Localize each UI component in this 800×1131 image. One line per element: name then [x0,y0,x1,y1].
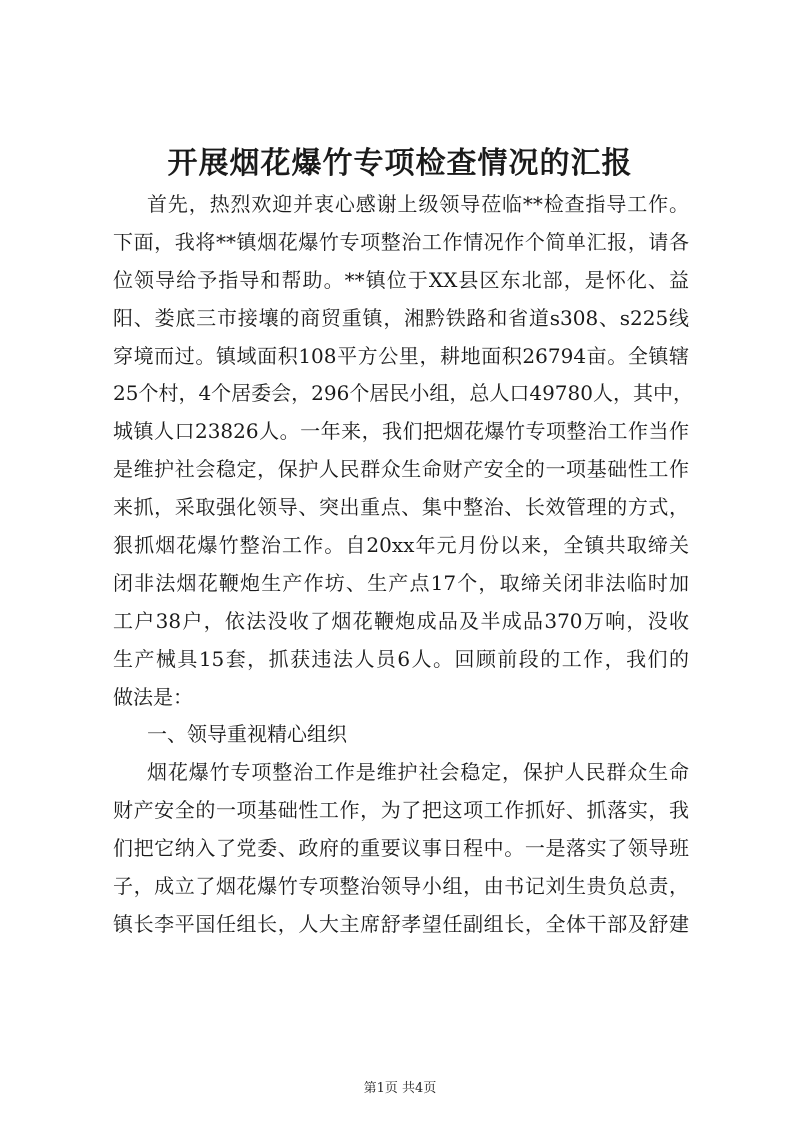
text-line: 子，成立了烟花爆竹专项整治领导小组，由书记刘生贵负总责， [113,874,689,899]
text-line: 穿境而过。镇域面积108平方公里，耕地面积26794亩。全镇辖 [113,343,689,368]
document-body [113,186,693,944]
text-line: 们把它纳入了党委、政府的重要议事日程中。一是落实了领导班 [113,836,689,861]
text-line: 阳、娄底三市接壤的商贸重镇，湘黔铁路和省道s308、s225线 [113,305,689,330]
document-title: 开展烟花爆竹专项检查情况的汇报 [167,146,633,181]
text-line: 财产安全的一项基础性工作，为了把这项工作抓好、抓落实，我 [113,798,689,823]
text-line: 25个村，4个居委会，296个居民小组，总人口49780人，其中， [113,381,693,406]
text-line: 生产械具15套，抓获违法人员6人。回顾前段的工作，我们的 [113,646,689,671]
page-footer: 第1页 共4页 [363,1081,437,1096]
text-line: 闭非法烟花鞭炮生产作坊、生产点17个，取缔关闭非法临时加 [113,570,689,595]
text-line: 镇长李平国任组长，人大主席舒孝望任副组长，全体干部及舒建 [113,911,689,936]
text-line: 位领导给予指导和帮助。**镇位于XX县区东北部，是怀化、益 [113,267,689,292]
text-line: 城镇人口23826人。一年来，我们把烟花爆竹专项整治工作当作 [113,419,689,444]
text-line: 是维护社会稳定，保护人民群众生命财产安全的一项基础性工作 [113,457,689,482]
text-line: 狠抓烟花爆竹整治工作。自20xx年元月份以来，全镇共取缔关 [113,533,689,558]
text-line: 首先，热烈欢迎并衷心感谢上级领导莅临**检查指导工作。 [147,192,689,216]
text-line: 一、领导重视精心组织 [147,722,347,747]
text-line: 工户38户，依法没收了烟花鞭炮成品及半成品370万响，没收 [113,608,689,633]
text-line: 下面，我将**镇烟花爆竹专项整治工作情况作个简单汇报，请各 [113,229,689,254]
text-line: 来抓，采取强化领导、突出重点、集中整治、长效管理的方式， [113,495,689,520]
text-line: 烟花爆竹专项整治工作是维护社会稳定，保护人民群众生命 [147,760,689,785]
text-line: 做法是： [113,684,193,709]
